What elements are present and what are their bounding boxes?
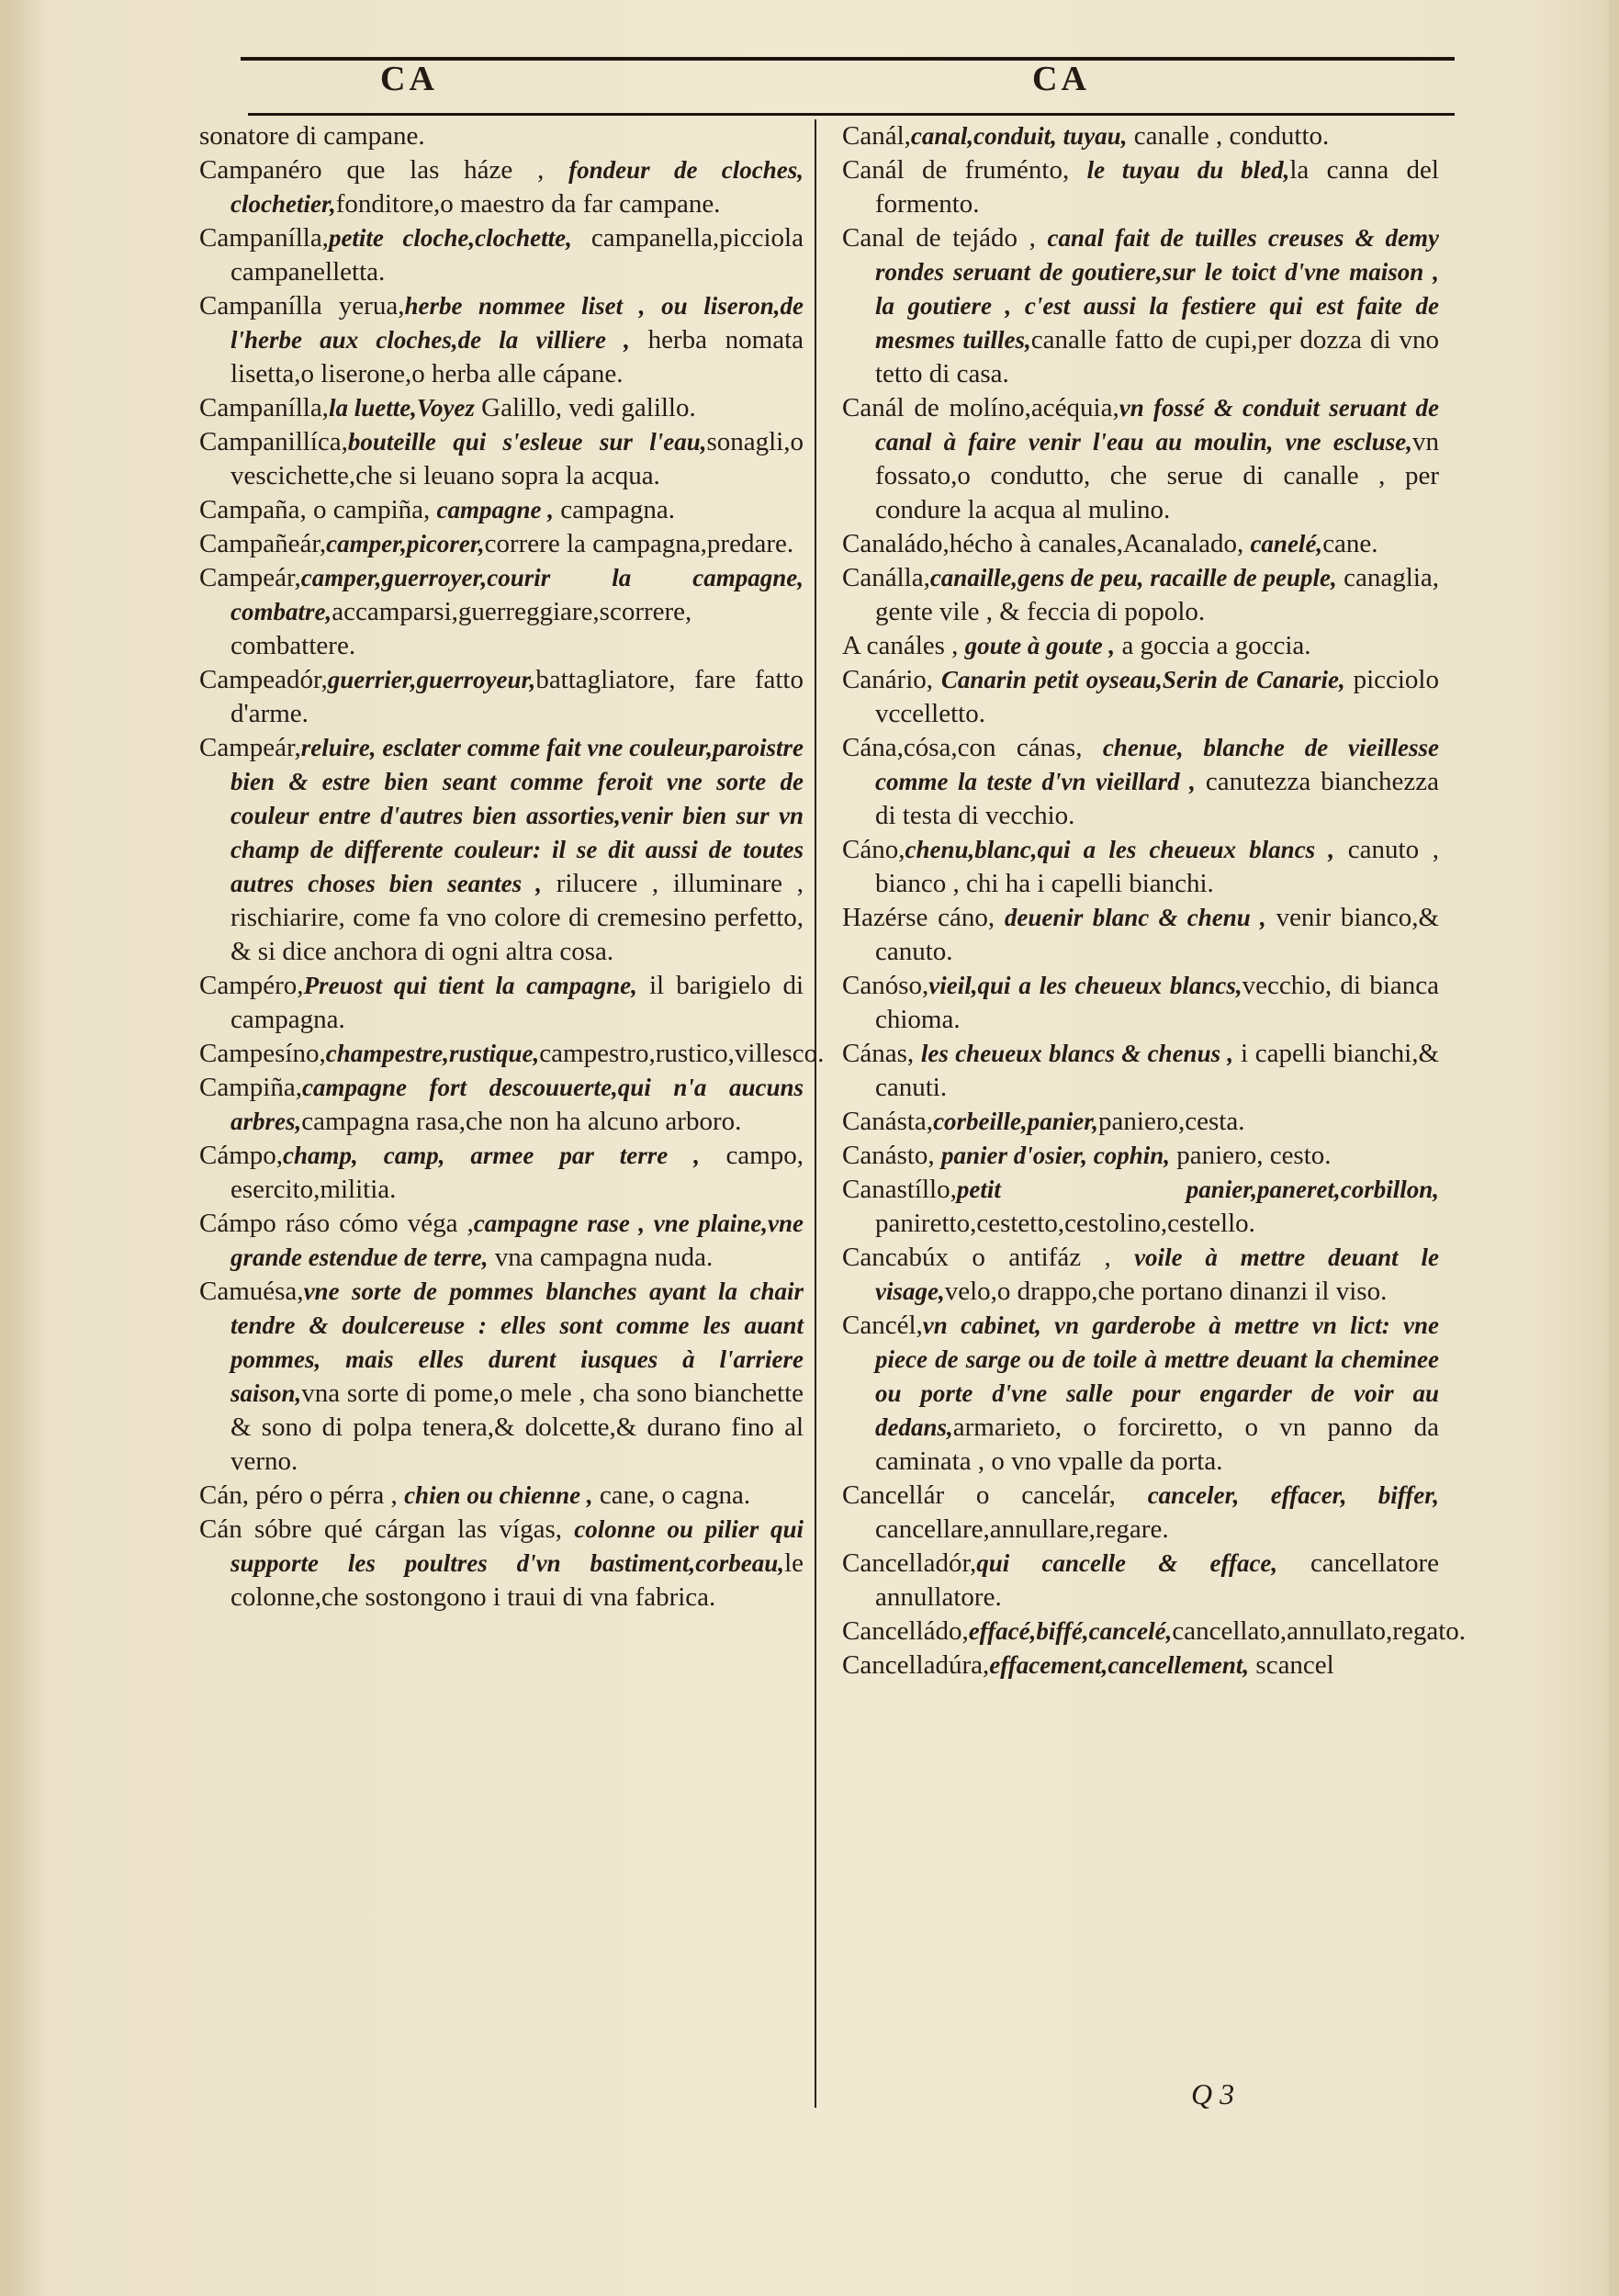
- dictionary-entry: Cáno,chenu,blanc,qui a les cheueux blancs , canuto , bianco , chi ha i capelli bianchi.: [842, 835, 1439, 898]
- dictionary-entry: Campanílla yerua,herbe nommee liset , ou liseron,de l'herbe aux cloches,de la villiere , herba nomata lisetta,o liserone,o herba alle cápane.: [199, 291, 804, 388]
- dictionary-entry: Campiña,campagne fort descouuerte,qui n'a aucuns arbres,campagna rasa,che non ha alcuno arboro.: [199, 1073, 804, 1136]
- dictionary-entry: Canál de fruménto, le tuyau du bled,la canna del formento.: [842, 155, 1439, 219]
- dictionary-entry: Cánas, les cheueux blancs & chenus , i capelli bianchi,& canuti.: [842, 1039, 1440, 1102]
- dictionary-entry: Canóso,vieil,qui a les cheueux blancs,vecchio, di bianca chioma.: [842, 971, 1439, 1034]
- dictionary-page: [11, 0, 1609, 2296]
- dictionary-entry: Campesíno,champestre,rustique,campestro,rustico,villesco.: [199, 1039, 825, 1068]
- dictionary-entry: Canal de tejádo , canal fait de tuilles creuses & demy rondes seruant de goutiere,sur le toict d'vne maison , la goutiere , c'est aussi la festiere qui est faite de mesmes tuilles,canalle fatto de cupi,per dozza di vno tetto di casa.: [842, 223, 1440, 388]
- dictionary-entry: Camuésa,vne sorte de pommes blanches ayant la chair tendre & doulcereuse : elles sont comme les auant pommes, mais elles durent iusques à l'arriere saison,vna sorte di pome,o mele , cha sono bianchette & sono di polpa tenera,& dolcette,& durano fino al verno.: [199, 1277, 804, 1476]
- signature-mark: Q 3: [1191, 2077, 1235, 2110]
- dictionary-entry: Hazérse cáno, deuenir blanc & chenu , venir bianco,& canuto.: [842, 903, 1440, 966]
- dictionary-entry: Cancabúx o antifáz , voile à mettre deuant le visage,velo,o drappo,che portano dinanzi il viso.: [842, 1243, 1440, 1306]
- right-column: [842, 119, 1466, 1683]
- dictionary-entry: Canál,canal,conduit, tuyau, canalle , condutto.: [842, 121, 1330, 151]
- dictionary-entry: Cancelládo,effacé,biffé,cancelé,cancellato,annullato,regato.: [842, 1616, 1466, 1646]
- dictionary-entry: Campaña, o campiña, campagne , campagna.: [199, 495, 676, 524]
- dictionary-entry: Canastíllo,petit panier,paneret,corbillon, paniretto,cestetto,cestolino,cestello.: [842, 1175, 1439, 1238]
- dictionary-entry: Campañeár,camper,picorer,correre la campagna,predare.: [199, 529, 794, 558]
- dictionary-entry: Campeadór,guerrier,guerroyeur,battagliatore, fare fatto d'arme.: [199, 665, 804, 728]
- dictionary-entry: Cána,cósa,con cánas, chenue, blanche de vieillesse comme la teste d'vn vieillard , canutezza bianchezza di testa di vecchio.: [842, 733, 1440, 830]
- dictionary-entry: Cámpo,champ, camp, armee par terre , campo, esercito,militia.: [199, 1141, 804, 1204]
- dictionary-entry: Campéro,Preuost qui tient la campagne, il barigielo di campagna.: [199, 971, 804, 1034]
- column-divider: [815, 119, 816, 2108]
- dictionary-entry: Canário, Canarin petit oyseau,Serin de Canarie, picciolo vccelletto.: [842, 665, 1439, 728]
- dictionary-entry: Cámpo ráso cómo véga ,campagne rase , vne plaine,vne grande estendue de terre, vna campagna nuda.: [199, 1209, 804, 1272]
- header-underline: [248, 113, 1455, 116]
- dictionary-entry: Cancelladór,qui cancelle & efface, cancellatore annullatore.: [842, 1548, 1439, 1612]
- running-head-left: CA: [380, 60, 438, 98]
- dictionary-entry: Campeár,reluire, esclater comme fait vne couleur,paroistre bien & estre bien seant comme feroit vne sorte de couleur entre d'autres bien assorties,venir bien sur vn champ de differente couleur: il se dit aussi de toutes autres choses bien seantes , rilucere , illuminare , rischiarire, come fa vno colore di cremesino perfetto, & si dice anchora di ogni altra cosa.: [199, 733, 804, 966]
- dictionary-entry: Canálla,canaille,gens de peu, racaille de peuple, canaglia, gente vile , & feccia di popolo.: [842, 563, 1439, 626]
- running-head-right: CA: [1032, 60, 1090, 98]
- dictionary-entry: Canál de molíno,acéquia,vn fossé & conduit seruant de canal à faire venir l'eau au moulin, vne escluse,vn fossato,o condutto, che serue di canalle , per condure la acqua al mulino.: [842, 393, 1439, 524]
- dictionary-entry: Cán sóbre qué cárgan las vígas, colonne ou pilier qui supporte les poultres d'vn bastiment,corbeau,le colonne,che sostongono i traui di vna fabrica.: [199, 1514, 804, 1612]
- dictionary-entry: Campanillíca,bouteille qui s'esleue sur l'eau,sonagli,o vescichette,che si leuano sopra la acqua.: [199, 427, 804, 490]
- dictionary-entry: Cancél,vn cabinet, vn garderobe à mettre vn lict: vne piece de sarge ou de toile à mettre deuant la cheminee ou porte d'vne salle pour engarder de voir au dedans,armarieto, o forciretto, o vn panno da caminata , o vno vpalle da porta.: [842, 1311, 1439, 1476]
- dictionary-entry: Cán, péro o pérra , chien ou chienne , cane, o cagna.: [199, 1480, 751, 1510]
- dictionary-entry: Canásto, panier d'osier, cophin, paniero, cesto.: [842, 1141, 1332, 1170]
- dictionary-entry: Campanéro que las háze , fondeur de cloches, clochetier,fonditore,o maestro da far campane.: [199, 155, 804, 219]
- dictionary-entry: Canaládo,hécho à canales,Acanalado, canelé,cane.: [842, 529, 1378, 558]
- dictionary-entry: sonatore di campane.: [199, 121, 425, 151]
- dictionary-entry: Cancellár o cancelár, canceler, effacer, biffer, cancellare,annullare,regare.: [842, 1480, 1440, 1544]
- dictionary-entry: A canáles , goute à goute , a goccia a goccia.: [842, 631, 1311, 660]
- dictionary-entry: Canásta,corbeille,panier,paniero,cesta.: [842, 1107, 1245, 1136]
- left-column: [199, 119, 825, 1615]
- dictionary-entry: Cancelladúra,effacement,cancellement, scancel: [842, 1650, 1334, 1680]
- dictionary-entry: Campanílla,petite cloche,clochette, campanella,picciola campanelletta.: [199, 223, 804, 287]
- dictionary-entry: Campanílla,la luette,Voyez Galillo, vedi galillo.: [199, 393, 696, 422]
- dictionary-entry: Campeár,camper,guerroyer,courir la campagne, combatre,accamparsi,guerreggiare,scorrere, combattere.: [199, 563, 804, 660]
